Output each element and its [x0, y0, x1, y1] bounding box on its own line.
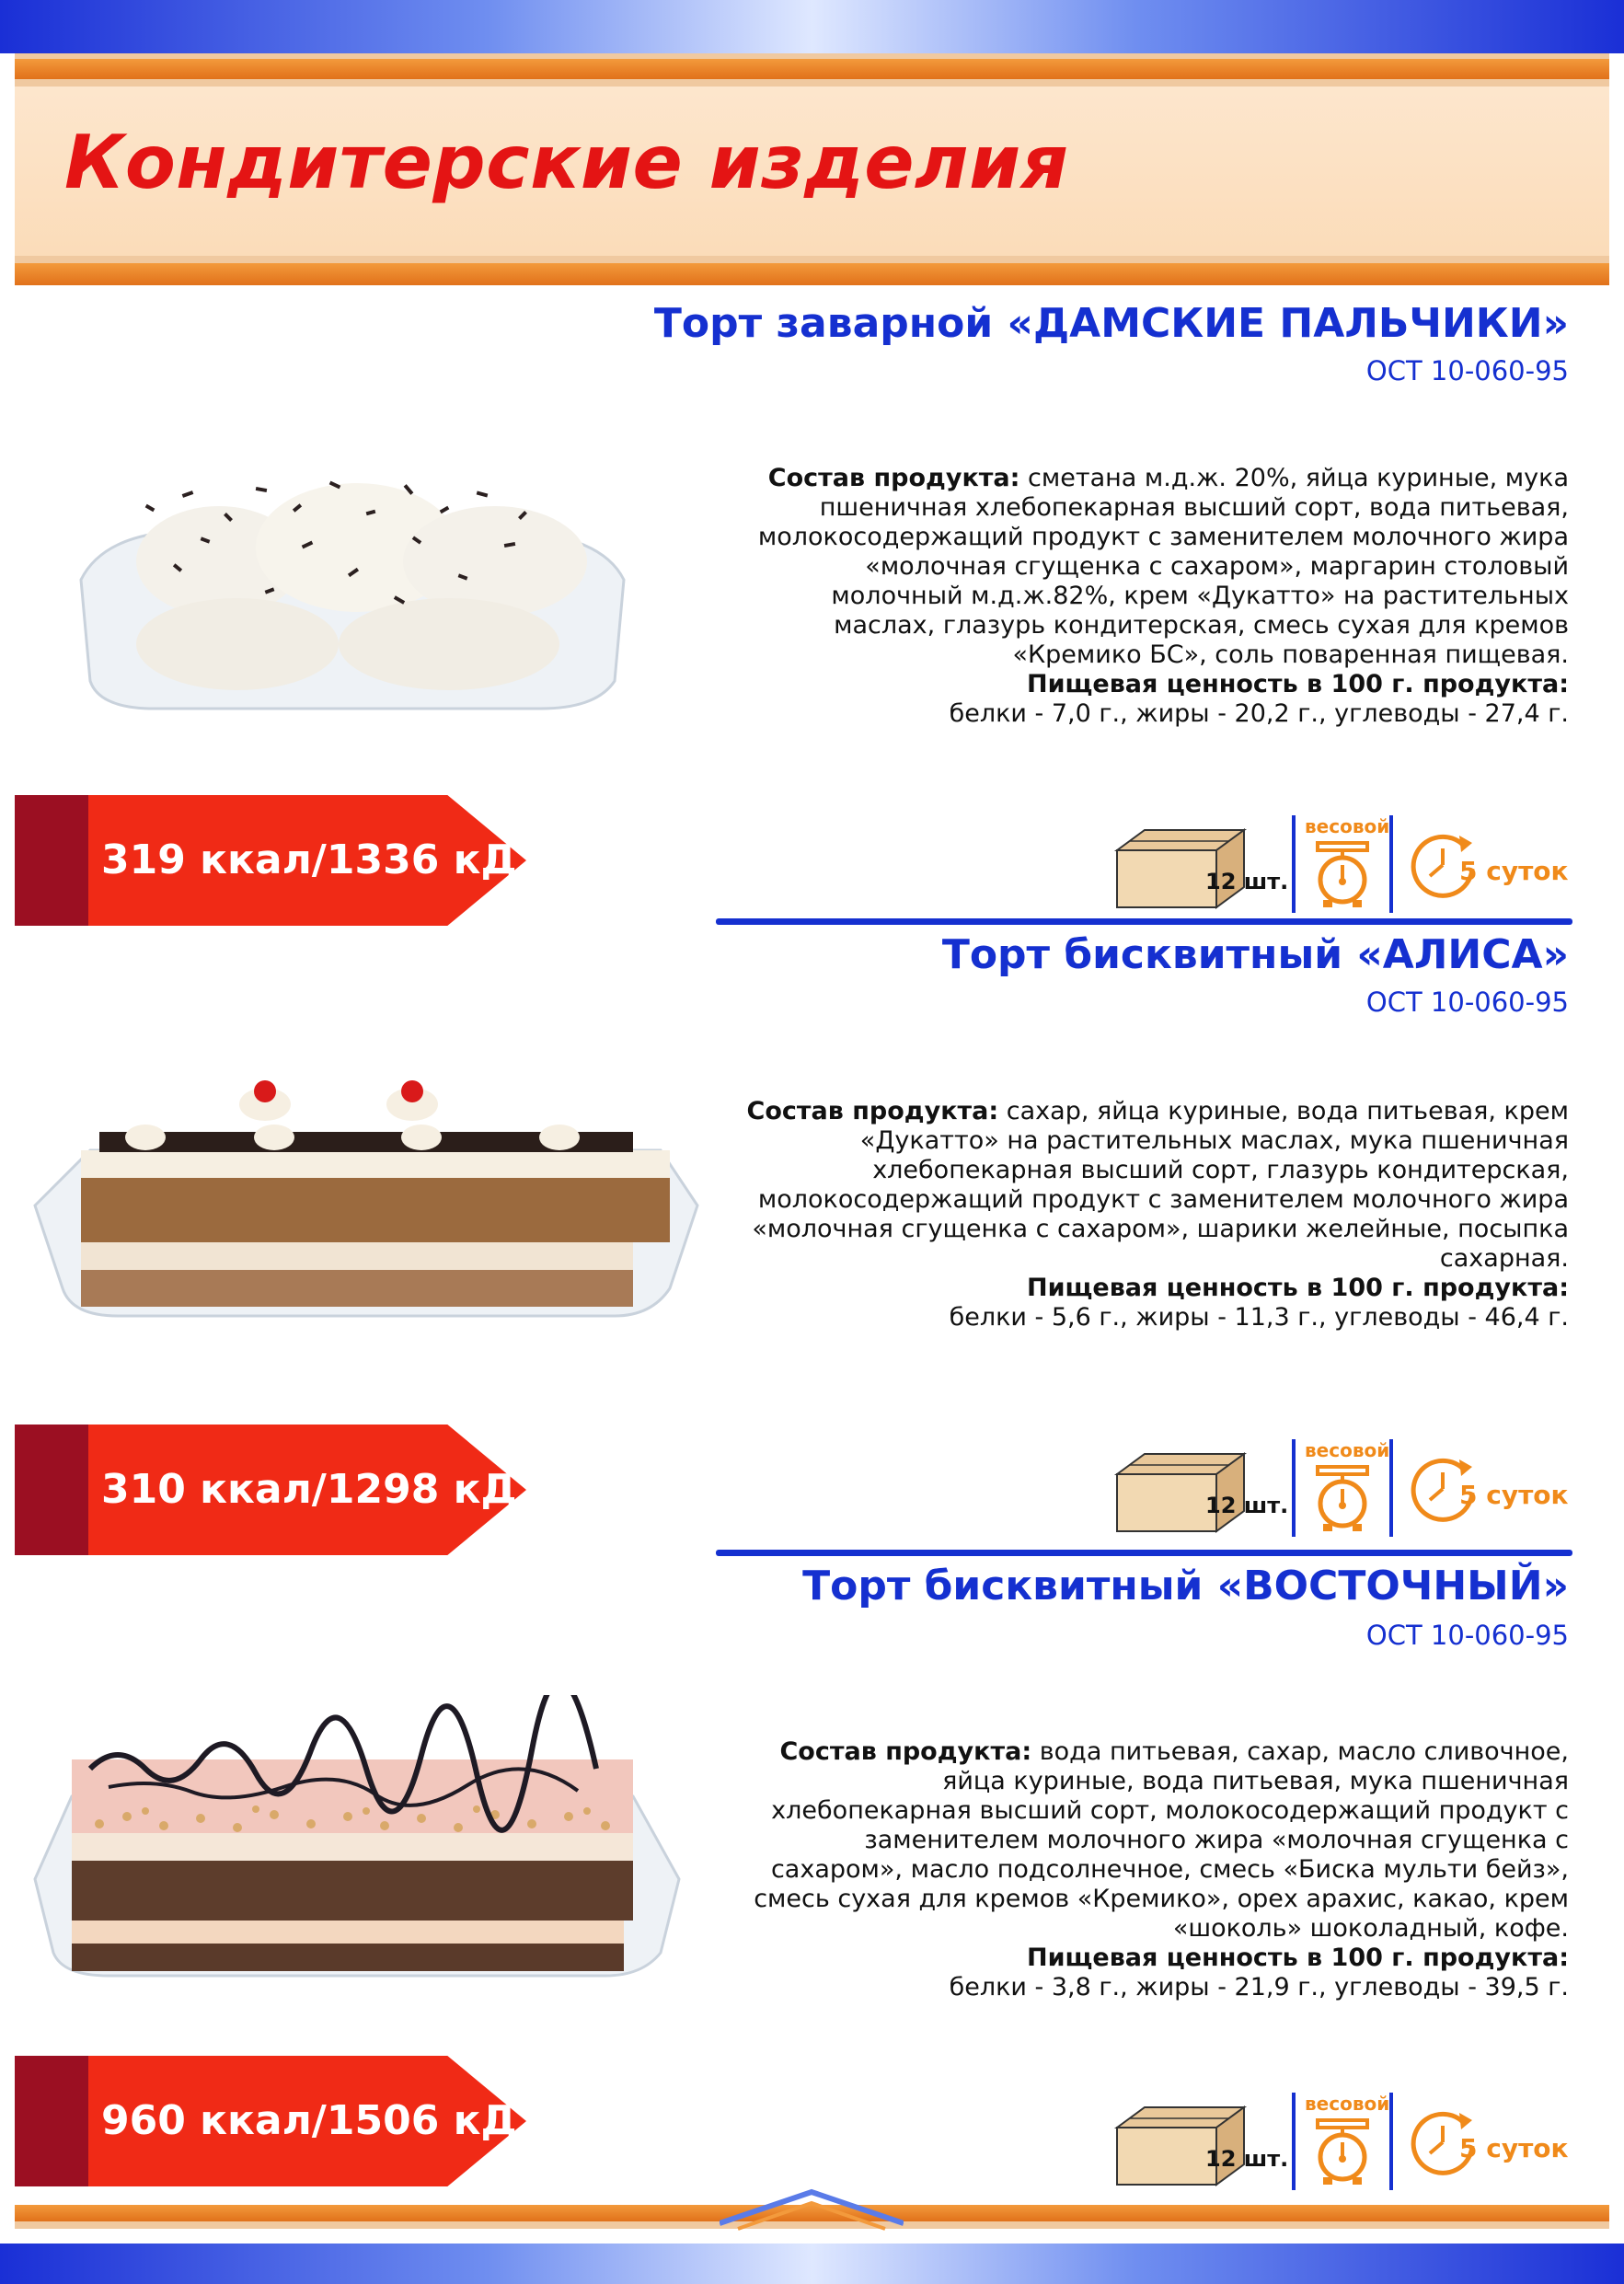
- icon-separator: [1389, 815, 1393, 913]
- product-title: Торт бисквитный «АЛИСА»: [941, 931, 1569, 978]
- energy-value: 960 ккал/1506 кДж: [101, 2097, 558, 2144]
- scale-icon: [1312, 2118, 1373, 2186]
- scale-icon: [1312, 1465, 1373, 1533]
- cardboard-box-icon: [1111, 826, 1250, 909]
- composition-text: вода питьевая, сахар, масло сливочное, яйца куриные, вода питьевая, мука пшеничная хлебопекарная высший сорт, молокосодержащий продукт с заменителем молочного жира «молочная сгущенка с сахаром», масло подсолнечное, смесь «Биска мульти бейз», смесь сухая для кремов «Кремико», орех арахис, какао, крем «шоколь» шоколадный, кофе.: [754, 1737, 1569, 1943]
- energy-badge-accent: [15, 1425, 92, 1555]
- product-image-cake: [26, 1058, 707, 1325]
- nutrition-label: Пищевая ценность в 100 г. продукта:: [1027, 670, 1569, 698]
- top-gradient-bar: [0, 0, 1624, 53]
- header-stripe: [15, 256, 1609, 263]
- product-description: [741, 1737, 1569, 2002]
- composition-label: Состав продукта:: [746, 1097, 999, 1125]
- pack-count: 12 шт.: [1205, 1493, 1289, 1518]
- bottom-gradient-bar: [0, 2244, 1624, 2284]
- icon-separator: [1389, 2093, 1393, 2190]
- section-divider: [716, 1550, 1572, 1556]
- nutrition-label: Пищевая ценность в 100 г. продукта:: [1027, 1944, 1569, 1972]
- packaging-info: [1111, 1439, 1572, 1540]
- shelf-life: 5 суток: [1459, 2133, 1569, 2163]
- icon-separator: [1292, 815, 1296, 913]
- product-image-cake: [26, 1695, 688, 1980]
- weight-label: весовой: [1305, 2093, 1390, 2115]
- packaging-info: [1111, 2093, 1572, 2194]
- weight-label: весовой: [1305, 815, 1390, 837]
- icon-separator: [1389, 1439, 1393, 1537]
- footer-chevron-ornament: [720, 2186, 904, 2244]
- nutrition-text: белки - 7,0 г., жиры - 20,2 г., углеводы - 27,4 г.: [949, 699, 1569, 728]
- product-standard: ОСТ 10-060-95: [1365, 355, 1569, 386]
- energy-value: 310 ккал/1298 кДж: [101, 1466, 558, 1513]
- pack-count: 12 шт.: [1205, 869, 1289, 894]
- icon-separator: [1292, 1439, 1296, 1537]
- energy-value: 319 ккал/1336 кДж: [101, 836, 558, 883]
- nutrition-label: Пищевая ценность в 100 г. продукта:: [1027, 1274, 1569, 1302]
- header-stripe: [15, 79, 1609, 87]
- energy-badge-accent: [15, 2056, 92, 2186]
- cardboard-box-icon: [1111, 2104, 1250, 2186]
- packaging-info: [1111, 815, 1572, 917]
- product-standard: ОСТ 10-060-95: [1365, 1620, 1569, 1651]
- composition-text: сахар, яйца куриные, вода питьевая, крем «Дукатто» на растительных маслах, мука пшеничная хлебопекарная высший сорт, глазурь кондитерская, молокосодержащий продукт с заменителем молочного жира «молочная сгущенка с сахаром», шарики желейные, посыпка сахарная.: [752, 1097, 1569, 1273]
- scale-icon: [1312, 841, 1373, 909]
- cardboard-box-icon: [1111, 1450, 1250, 1533]
- product-standard: ОСТ 10-060-95: [1365, 986, 1569, 1018]
- nutrition-text: белки - 3,8 г., жиры - 21,9 г., углеводы - 39,5 г.: [949, 1973, 1569, 2001]
- energy-badge-accent: [15, 795, 92, 926]
- composition-text: сметана м.д.ж. 20%, яйца куриные, мука пшеничная хлебопекарная высший сорт, вода питьевая, молокосодержащий продукт с заменителем молочного жира «молочная сгущенка с сахаром», маргарин столовый молочный м.д.ж.82%, крем «Дукатто» на растительных маслах, глазурь кондитерская, смесь сухая для кремов «Кремико БС», соль поваренная пищевая.: [757, 464, 1569, 669]
- shelf-life: 5 суток: [1459, 856, 1569, 886]
- product-title: Торт бисквитный «ВОСТОЧНЫЙ»: [802, 1563, 1569, 1609]
- product-description: [741, 464, 1569, 729]
- weight-label: весовой: [1305, 1439, 1390, 1461]
- composition-label: Состав продукта:: [779, 1737, 1032, 1766]
- page-title: Кондитерские изделия: [64, 120, 1069, 205]
- header-orange-band: [15, 263, 1609, 285]
- shelf-life: 5 суток: [1459, 1480, 1569, 1510]
- pack-count: 12 шт.: [1205, 2146, 1289, 2172]
- icon-separator: [1292, 2093, 1296, 2190]
- header-orange-band: [15, 59, 1609, 79]
- nutrition-text: белки - 5,6 г., жиры - 11,3 г., углеводы - 46,4 г.: [949, 1303, 1569, 1332]
- section-divider: [716, 918, 1572, 925]
- product-image-dessert: [26, 405, 670, 718]
- product-title: Торт заварной «ДАМСКИЕ ПАЛЬЧИКИ»: [653, 300, 1569, 347]
- composition-label: Состав продукта:: [767, 464, 1020, 492]
- product-description: [741, 1097, 1569, 1332]
